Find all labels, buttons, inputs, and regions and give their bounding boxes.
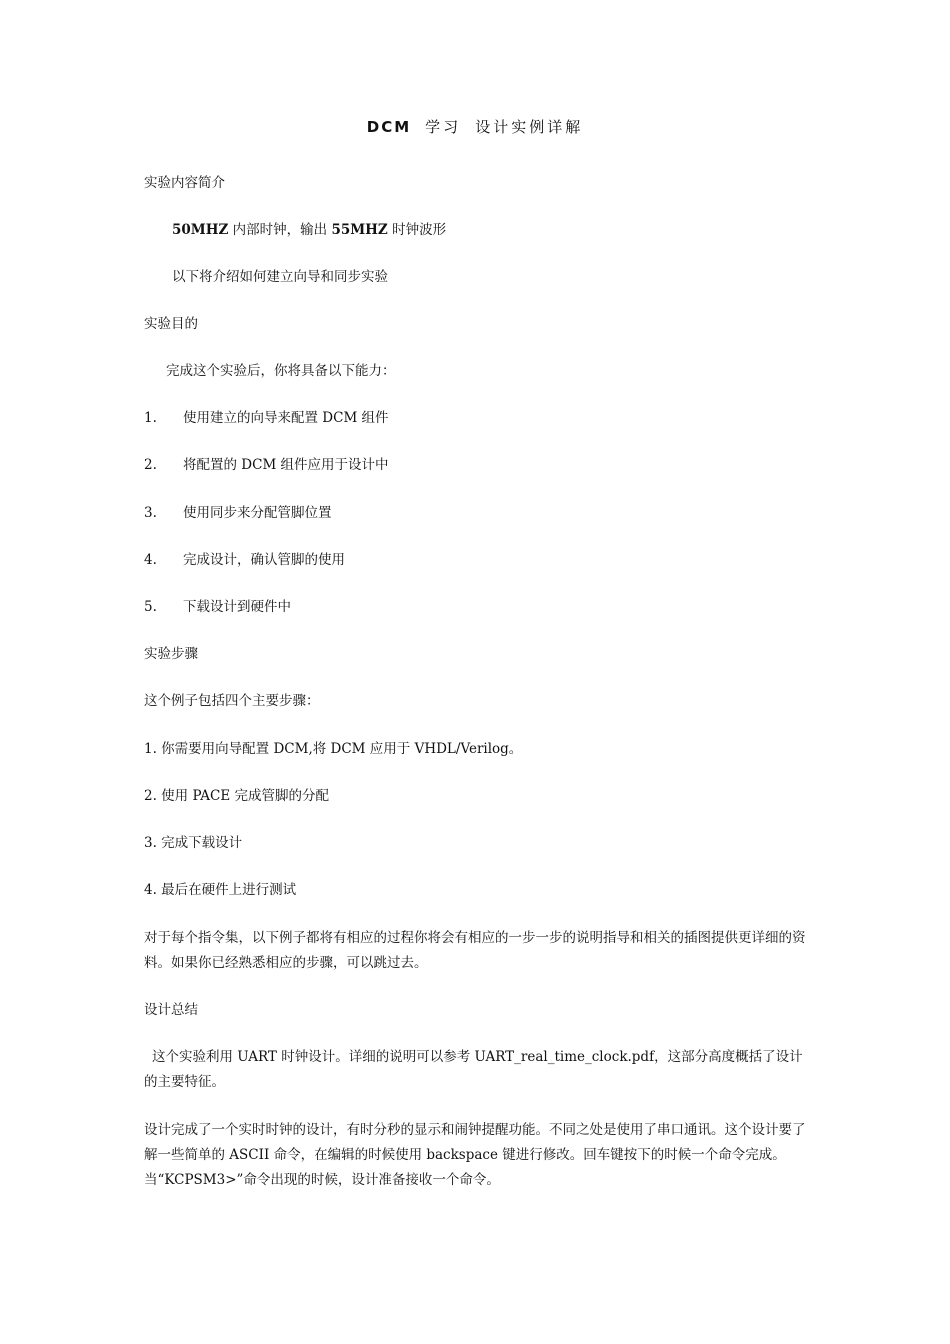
- goal-text: 完成设计，确认管脚的使用: [183, 552, 345, 568]
- summary-heading: 设计总结: [144, 1002, 198, 1018]
- goal-text: 使用建立的向导来配置 DCM 组件: [183, 410, 389, 426]
- intro-heading: 实验内容简介: [144, 175, 225, 191]
- intro-freq-out: 55MHZ: [331, 222, 388, 238]
- step-item: 1. 你需要用向导配置 DCM,将 DCM 应用于 VHDL/Verilog。: [144, 741, 523, 757]
- step-item: 3. 完成下载设计: [144, 835, 243, 851]
- step-item: 2. 使用 PACE 完成管脚的分配: [144, 788, 330, 804]
- page-title: [0, 116, 950, 137]
- title-part2: 设计实例详解: [475, 118, 584, 136]
- steps-heading: 实验步骤: [144, 646, 198, 662]
- goal-number: 5.: [144, 599, 157, 615]
- goal-heading: 实验目的: [144, 316, 198, 332]
- goal-text: 下载设计到硬件中: [183, 599, 291, 615]
- goal-item: [144, 408, 389, 428]
- intro-text-a: 内部时钟，输出: [228, 222, 332, 238]
- intro-text-b: 时钟波形: [387, 222, 447, 238]
- title-part1: 学习: [425, 118, 462, 136]
- goal-item: [144, 597, 291, 617]
- steps-paragraph: 对于每个指令集，以下例子都将有相应的过程你将会有相应的一步一步的说明指导和相关的插图提供更详细的资料。如果你已经熟悉相应的步骤，可以跳过去。: [144, 930, 806, 971]
- goal-number: 4.: [144, 552, 157, 568]
- goal-item: [144, 455, 389, 475]
- steps-lead: 这个例子包括四个主要步骤：: [144, 693, 320, 709]
- summary-paragraph-2: 设计完成了一个实时时钟的设计，有时分秒的显示和闹钟提醒功能。不同之处是使用了串口通讯。这个设计要了解一些简单的 ASCII 命令，在编辑的时候使用 backspace 键进行修改。回车键按下的时候一个命令完成。当“KCPSM3>”命令出现的时候，设计准备接收一个命令。: [144, 1122, 806, 1188]
- goal-number: 1.: [144, 410, 157, 426]
- goal-text: 将配置的 DCM 组件应用于设计中: [183, 457, 389, 473]
- goal-text: 使用同步来分配管脚位置: [183, 505, 332, 521]
- goal-number: 3.: [144, 505, 157, 521]
- step-item: 4. 最后在硬件上进行测试: [144, 882, 297, 898]
- goal-number: 2.: [144, 457, 157, 473]
- goal-item: [144, 503, 332, 523]
- title-dcm: DCM: [366, 118, 412, 136]
- intro-line-2: 以下将介绍如何建立向导和同步实验: [172, 269, 388, 285]
- goal-lead: 完成这个实验后，你将具备以下能力：: [166, 363, 396, 379]
- summary-paragraph-1: 这个实验利用 UART 时钟设计。详细的说明可以参考 UART_real_time_clock.pdf，这部分高度概括了设计的主要特征。: [144, 1049, 803, 1090]
- goal-item: [144, 550, 345, 570]
- intro-freq-in: 50MHZ: [172, 222, 229, 238]
- intro-line-1: [172, 220, 446, 240]
